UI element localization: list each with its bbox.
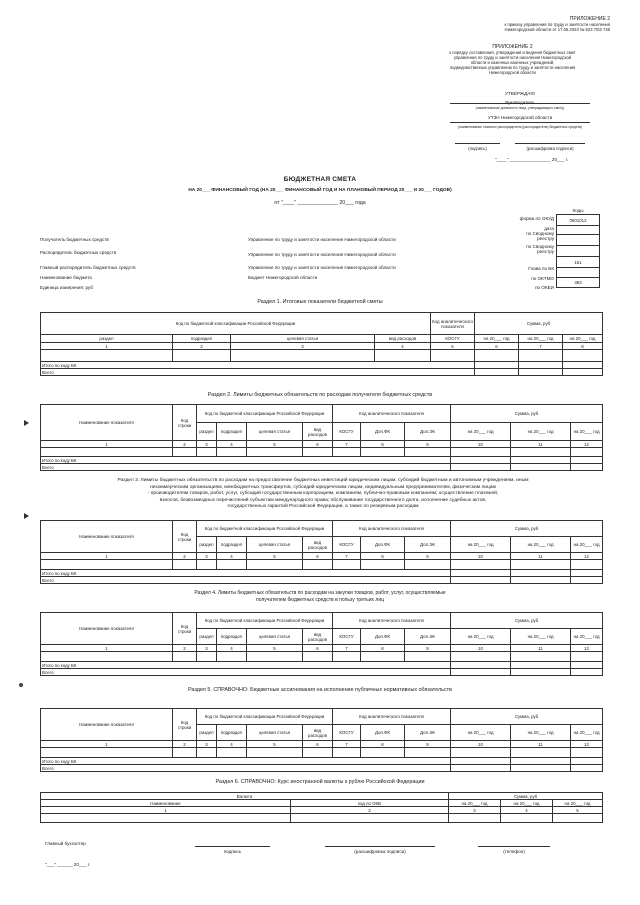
s2-num: 8: [361, 441, 405, 448]
approve-head-caption: (наименование должности лица, утверждающего смету): [475, 106, 565, 110]
s2-num: 6: [303, 441, 333, 448]
s1-col-y1: на 20___ год: [475, 335, 519, 343]
s1-num: 3: [231, 343, 375, 350]
s4-num: 4: [217, 645, 247, 652]
s2-num: 3: [197, 441, 217, 448]
s5-num: 1: [41, 741, 173, 748]
section3-table: [40, 520, 603, 584]
section5-table: [40, 708, 603, 772]
s6-num: 2: [291, 807, 449, 814]
s4-col-vid: вид расходов: [303, 629, 333, 645]
s3-vsego: Всего: [41, 577, 451, 584]
s5-col-vid: вид расходов: [303, 725, 333, 741]
field-value: Управление по труду и занятости населения Нижегородской области: [248, 252, 396, 257]
codes-table: [556, 214, 600, 288]
s3-col-vid: вид расходов: [303, 537, 333, 553]
s5-num: 2: [173, 741, 197, 748]
chief-accountant-label: Главный бухгалтер: [45, 841, 86, 846]
s5-col-y2: на 20___ год: [511, 725, 571, 741]
s5-head-kod: Код строки: [173, 709, 197, 741]
appendix-line: к приказу управления по труду и занятости населения: [504, 22, 610, 27]
s1-num: 1: [41, 343, 173, 350]
s4-col-razdel: раздел: [197, 629, 217, 645]
approve-line: [450, 122, 590, 123]
approve-label: УТВЕРЖДАЮ: [505, 91, 535, 96]
footer-phone-caption: (телефон): [503, 849, 525, 854]
s1-col-stat: целевая статья: [231, 335, 375, 343]
s1-num: 8: [563, 343, 603, 350]
section4-table: [40, 612, 603, 676]
s5-col-stat: целевая статья: [247, 725, 303, 741]
approve-org: УТЗН Нижегородской области: [487, 115, 553, 120]
s3-col-dopfk: Доп.ФК: [361, 537, 405, 553]
s6-col-okv: код по ОКВ: [291, 800, 449, 807]
appendix-block-2: [415, 45, 610, 75]
s4-num: 9: [405, 645, 451, 652]
sign-line: [455, 143, 500, 144]
s4-num: 2: [173, 645, 197, 652]
s3-col-y3: на 20___ год: [571, 537, 603, 553]
section4-title-line: получателем бюджетных средств в пользу третьих лиц: [256, 597, 384, 603]
s3-head-ku: Код аналитического показателя: [333, 521, 451, 537]
okud-label: форма по ОКУД: [519, 216, 554, 221]
appendix-line: к порядку составления, утверждения и ведения бюджетных смет: [449, 50, 576, 55]
s3-num: 1: [41, 553, 173, 560]
s1-col-razdel: раздел: [41, 335, 173, 343]
approve-date: "____" ________________ 20___ г.: [495, 157, 569, 162]
s4-num: 7: [333, 645, 361, 652]
s4-col-kosgu: КОСГУ: [333, 629, 361, 645]
svodny-value: [557, 235, 600, 246]
s2-num: 1: [41, 441, 173, 448]
s5-num: 4: [217, 741, 247, 748]
s4-num: 11: [511, 645, 571, 652]
s3-col-kosgu: КОСГУ: [333, 537, 361, 553]
s6-col-y3: на 20___ год: [553, 800, 603, 807]
s4-col-stat: целевая статья: [247, 629, 303, 645]
s4-head-bk: Код по бюджетной классификации Российской Федерации: [197, 613, 333, 629]
s2-num: 9: [405, 441, 451, 448]
s6-head-sum: Сумма, руб: [449, 793, 603, 800]
s4-num: 6: [303, 645, 333, 652]
approve-org-caption: (наименование главного распорядителя (распорядителя) бюджетных средств): [458, 125, 582, 129]
field-label: Распорядитель бюджетных средств: [40, 250, 117, 255]
s6-num: 5: [553, 807, 603, 814]
s4-head-sum: Сумма, руб: [451, 613, 603, 629]
s4-head-ku: Код аналитического показателя: [333, 613, 451, 629]
s2-head-ku: Код аналитического показателя: [333, 405, 451, 423]
s1-num: 2: [173, 343, 231, 350]
s2-num: 4: [217, 441, 247, 448]
s4-num: 8: [361, 645, 405, 652]
s6-head-val: Валюта: [41, 793, 449, 800]
s5-head-ku: Код аналитического показателя: [333, 709, 451, 725]
footer-decode-line: [325, 846, 435, 847]
s5-num: 6: [303, 741, 333, 748]
s2-num: 12: [571, 441, 603, 448]
s3-num: 8: [361, 553, 405, 560]
s5-vsego: Всего: [41, 765, 451, 772]
section5-title: Раздел 5. СПРАВОЧНО: Бюджетные ассигнования на исполнение публичных нормативных обязательств: [188, 687, 452, 693]
field-label: Получатель бюджетных средств: [40, 237, 109, 242]
s6-col-naim: Наименование: [41, 800, 291, 807]
approve-head: Руководитель: [505, 100, 535, 105]
margin-mark: [24, 420, 29, 426]
s5-head-bk: Код по бюджетной классификации Российской Федерации: [197, 709, 333, 725]
footer-phone-line: [478, 846, 550, 847]
svodny2-value: [557, 246, 600, 257]
s1-num: 4: [375, 343, 431, 350]
s3-col-razdel: раздел: [197, 537, 217, 553]
section6-title: Раздел 6. СПРАВОЧНО: Курс иностранной валюты к рублю Российской Федерации: [215, 779, 425, 785]
section4-title-line: Раздел 4. Лимиты бюджетных обязательств по расходам на закупки товаров, работ, услуг, осуществляемые: [194, 590, 446, 596]
s5-num: 12: [571, 741, 603, 748]
s4-num: 12: [571, 645, 603, 652]
section3-title-line: Раздел 3. Лимиты бюджетных обязательств по расходам на предоставление бюджетных инвестиций юридическим лицам, субсидий бюджетным и автономным учреждениям, иным: [117, 478, 529, 483]
section3-title-line: государственных гарантий Российской Федерации, а также по резервным расходам: [227, 504, 419, 510]
section1-title: Раздел 1. Итоговые показатели бюджетной сметы: [257, 299, 383, 305]
s4-num: 5: [247, 645, 303, 652]
field-label: Главный распорядитель бюджетных средств: [40, 265, 136, 270]
section1-table: [40, 312, 603, 376]
glava-label: Глава по БК: [528, 266, 554, 271]
okei-label: по ОКЕИ: [535, 285, 554, 290]
date-label: дата: [544, 226, 554, 231]
s3-col-y1: на 20___ год: [451, 537, 511, 553]
appendix-line: области и казенных казенных учреждений,: [470, 60, 555, 65]
s5-num: 7: [333, 741, 361, 748]
s4-head-kod: Код строки: [173, 613, 197, 645]
s2-num: 11: [511, 441, 571, 448]
s6-col-y1: на 20___ год: [449, 800, 501, 807]
s6-col-y2: на 20___ год: [501, 800, 553, 807]
s2-num: 2: [173, 441, 197, 448]
s4-num: 1: [41, 645, 173, 652]
okud-value: 0501012: [557, 215, 600, 226]
s1-num: 6: [475, 343, 519, 350]
s2-col-dopfk: Доп.ФК: [361, 423, 405, 441]
s6-num: 4: [501, 807, 553, 814]
s1-col-kosgu: КОСГУ: [431, 335, 475, 343]
s5-col-kosgu: КОСГУ: [333, 725, 361, 741]
s3-num: 10: [451, 553, 511, 560]
s5-col-y1: на 20___ год: [451, 725, 511, 741]
s2-col-stat: целевая статья: [247, 423, 303, 441]
s5-num: 9: [405, 741, 451, 748]
svodny2-label: по Сводному реестру: [526, 244, 554, 255]
s4-itogo: Итого по коду БК: [41, 662, 451, 669]
footer-date: "___" ______ 20___ г.: [45, 862, 91, 867]
s1-col-vid: вид расходов: [375, 335, 431, 343]
s3-col-stat: целевая статья: [247, 537, 303, 553]
glava-value: 151: [557, 257, 600, 268]
s1-head-sum: Сумма, руб: [475, 313, 603, 335]
section3-title: [58, 478, 588, 511]
appendix-line: Нижегородской области от 17.05.2023 № 523 7/02 748: [504, 27, 610, 32]
section4-title: [120, 590, 520, 604]
punch-hole-mark: [19, 683, 23, 687]
appendix-line: управления по труду и занятости населения Нижегородской: [453, 55, 572, 60]
section6-table: [40, 792, 603, 823]
s2-head-bk: Код по бюджетной классификации Российской Федерации: [197, 405, 333, 423]
s3-num: 4: [217, 553, 247, 560]
codes-header: Коды: [572, 208, 584, 213]
s2-itogo: Итого по коду БК: [41, 457, 451, 464]
section2-table: [40, 404, 603, 471]
footer-decode-caption: (расшифровка подписи): [354, 849, 406, 854]
approve-decode-caption: (расшифровка подписи): [526, 146, 574, 151]
appendix-line: Нижегородской области: [489, 70, 536, 75]
field-label: Единица измерения: руб: [40, 285, 93, 290]
footer-sign-caption: подпись: [223, 849, 242, 854]
s5-head-naim: Наименование показателя: [41, 709, 173, 741]
s2-col-podrazdel: подраздел: [217, 423, 247, 441]
s2-col-kosgu: КОСГУ: [333, 423, 361, 441]
s4-num: 3: [197, 645, 217, 652]
s2-head-naim: Наименование показателя: [41, 405, 173, 441]
s2-col-dopek: Доп.ЭК: [405, 423, 451, 441]
s5-num: 11: [511, 741, 571, 748]
appendix-title: ПРИЛОЖЕНИЕ 2: [492, 44, 533, 50]
s1-vsego: Всего: [41, 369, 475, 376]
s5-itogo: Итого по коду БК: [41, 758, 451, 765]
document-date: от "____" ______________ 20___ года: [274, 200, 366, 206]
s2-col-y3: на 20___ год: [571, 423, 603, 441]
s1-head-bk: Код по бюджетной классификации Российской Федерации: [41, 313, 431, 335]
svodny-label: по Сводному реестру: [526, 231, 554, 242]
s2-col-y1: на 20___ год: [451, 423, 511, 441]
margin-mark: [24, 513, 29, 519]
appendix-block-1: [430, 17, 610, 32]
field-value: Управление по труду и занятости населения Нижегородской области: [248, 237, 396, 242]
section3-title-line: - производителям товаров, работ, услуг, субсидий государственным корпорациям, компаниям, публично-правовым компаниям; осуществление платежей,: [147, 491, 499, 497]
s5-num: 5: [247, 741, 303, 748]
approve-sign-caption: (подпись): [468, 146, 487, 151]
s3-head-bk: Код по бюджетной классификации Российской Федерации: [197, 521, 333, 537]
s4-col-dopek: Доп.ЭК: [405, 629, 451, 645]
s5-col-podrazdel: подраздел: [217, 725, 247, 741]
s1-col-y2: на 20___ год: [519, 335, 563, 343]
appendix-line: подведомственных управлению по труду и занятости населения: [449, 65, 576, 70]
s3-head-kod: Код строки: [173, 521, 197, 553]
s3-col-dopek: Доп.ЭК: [405, 537, 451, 553]
s2-num: 10: [451, 441, 511, 448]
s3-num: 3: [197, 553, 217, 560]
s5-col-dopek: Доп.ЭК: [405, 725, 451, 741]
s5-col-y3: на 20___ год: [571, 725, 603, 741]
s1-col-y3: на 20___ год: [563, 335, 603, 343]
date-value: [557, 226, 600, 235]
s5-num: 10: [451, 741, 511, 748]
field-label: Наименование бюджета: [40, 275, 92, 280]
section2-title: Раздел 2. Лимиты бюджетных обязательств по расходам получателя бюджетных средств: [207, 392, 433, 398]
s3-num: 9: [405, 553, 451, 560]
s1-col-podrazdel: подраздел: [173, 335, 231, 343]
s5-col-razdel: раздел: [197, 725, 217, 741]
section3-title-line: некоммерческим организациям, межбюджетных трансфертов, субсидий юридическим лицам, индивидуальным предпринимателям, физическим лицам: [150, 484, 496, 490]
s1-num: 7: [519, 343, 563, 350]
oktmo-label: по ОКТМО: [531, 276, 554, 281]
s3-num: 12: [571, 553, 603, 560]
document-period: НА 20___ ФИНАНСОВЫЙ ГОД (НА 20___ ФИНАНСОВЫЙ ГОД И НА ПЛАНОВЫЙ ПЕРИОД 20___ И 20___ ГОДОВ): [188, 188, 452, 193]
okei-value: 383: [557, 278, 600, 288]
s3-col-y2: на 20___ год: [511, 537, 571, 553]
s4-col-dopfk: Доп.ФК: [361, 629, 405, 645]
s4-col-y3: на 20___ год: [571, 629, 603, 645]
oktmo-value: [557, 268, 600, 278]
decode-line: [515, 143, 585, 144]
field-value: Бюджет Нижегородской области: [248, 275, 318, 280]
s1-head-ku: Код аналитического показателя: [431, 313, 475, 335]
s2-col-y2: на 20___ год: [511, 423, 571, 441]
s2-col-vid: вид расходов: [303, 423, 333, 441]
footer-sign-line: [195, 846, 270, 847]
s2-num: 7: [333, 441, 361, 448]
s5-col-dopfk: Доп.ФК: [361, 725, 405, 741]
s5-num: 3: [197, 741, 217, 748]
s4-col-y1: на 20___ год: [451, 629, 511, 645]
s5-num: 8: [361, 741, 405, 748]
s3-num: 5: [247, 553, 303, 560]
s6-num: 1: [41, 807, 291, 814]
s3-num: 11: [511, 553, 571, 560]
s3-col-podrazdel: подраздел: [217, 537, 247, 553]
s4-col-y2: на 20___ год: [511, 629, 571, 645]
field-value: Управление по труду и занятости населения Нижегородской области: [248, 265, 396, 270]
s6-num: 3: [449, 807, 501, 814]
s1-itogo: Итого по коду БК: [41, 362, 475, 369]
appendix-title: ПРИЛОЖЕНИЕ 2: [569, 16, 610, 22]
s4-vsego: Всего: [41, 669, 451, 676]
s4-num: 10: [451, 645, 511, 652]
s2-num: 5: [247, 441, 303, 448]
s3-itogo: Итого по коду БК: [41, 570, 451, 577]
section3-title-line: взносов, безвозмездных перечислений субъектам международного права; обслуживание государственного долга, исполнение судебных актов,: [159, 497, 487, 503]
s2-col-razdel: раздел: [197, 423, 217, 441]
s5-head-sum: Сумма, руб: [451, 709, 603, 725]
s4-head-naim: Наименование показателя: [41, 613, 173, 645]
s3-num: 2: [173, 553, 197, 560]
s2-head-sum: Сумма, руб: [451, 405, 603, 423]
s2-head-kod: Код строки: [173, 405, 197, 441]
s2-vsego: Всего: [41, 464, 451, 471]
s4-col-podrazdel: подраздел: [217, 629, 247, 645]
s3-head-naim: Наименование показателя: [41, 521, 173, 553]
s1-num: 5: [431, 343, 475, 350]
s3-head-sum: Сумма, руб: [451, 521, 603, 537]
s3-num: 7: [333, 553, 361, 560]
s3-num: 6: [303, 553, 333, 560]
document-title: БЮДЖЕТНАЯ СМЕТА: [283, 176, 357, 183]
